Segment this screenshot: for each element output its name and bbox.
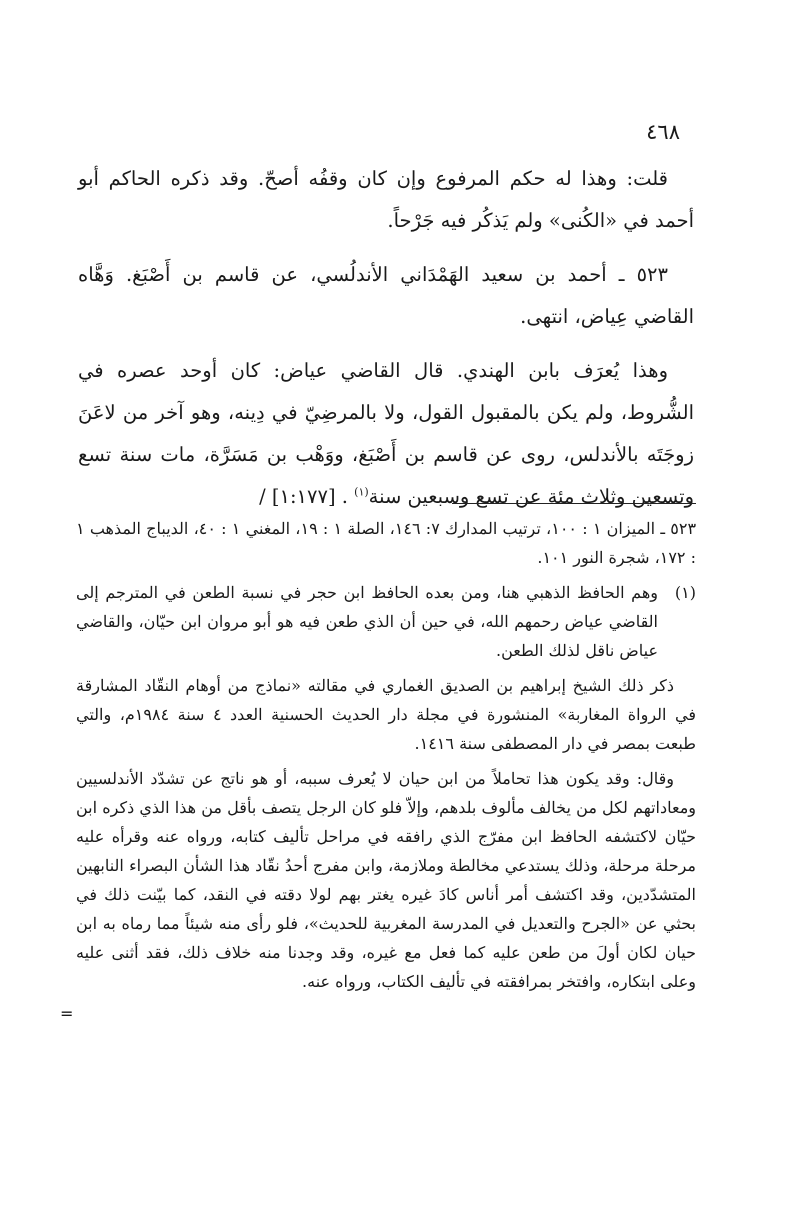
footnote-1 xyxy=(76,578,696,671)
paragraph-ibn-al-hindi-text: وهذا يُعرَف بابن الهندي. قال القاضي عياض: كان أوحد عصره في الشُّروط، ولم يكن بالمقبول القول، ولا بالمرضِيّ في دِينه، وهو آخر من لاعَنَ زوجَتَه بالأندلس، روى عن قاسم بن أَصْبَغ، ووَهْب بن مَسَرَّة، مات سنة تسع وتسعين وثلاث مئة عن تسع وسبعين سنة xyxy=(78,359,694,508)
paragraph-ibn-al-hindi xyxy=(78,350,694,518)
sentence-end: . xyxy=(341,485,355,508)
footnotes xyxy=(76,514,696,1002)
footnote-reference: (١) xyxy=(354,485,369,499)
footnote-separator xyxy=(452,503,696,504)
main-text xyxy=(78,158,694,530)
page-number: ٤٦٨ xyxy=(646,120,680,144)
paragraph-entry-523: ٥٢٣ ـ أحمد بن سعيد الهَمْدَاني الأندلُسي، عن قاسم بن أَصْبَغ. وَهَّاه القاضي عِياض، انتهى. xyxy=(78,263,694,328)
continuation-mark: = xyxy=(60,1004,74,1023)
footnote-1-para-3: وقال: وقد يكون هذا تحاملاً من ابن حيان لا يُعرف سببه، أو هو ناتج عن تشدّد الأندلسيين ومعاداتهم لكل من يخالف مألوف بلدهم، وإلاّ فلو كان الرجل يتصف بأقل من هذا الذي ذكره ابن حيّان لاكتشفه الحافظ ابن مفرّج الذي رافقه في مراحل تأليف كتابه، ورواه عنه وقرأه عليه مرحلة مرحلة، وذلك يستدعي مخالطة وملازمة، وابن مفرج أحدُ نقّاد هذا الشأن البصراء النابهين المتشدّدين، وقد اكتشف أمر أناس كادَ غيره يغتر بهم لولا دقته في النقد، كما بيّنت ذلك في بحثي عن «الجرح والتعديل في المدرسة المغربية للحديث»، فلو رأى منه شيئاً مما رماه به ابن حيان لكان أولَ من طعن عليه كما فعل مع غيره، وقد وجدنا منه خلاف ذلك، فقد أثنى عليه وعلى ابتكاره، وافتخر بمرافقته في تأليف الكتاب، ورواه عنه. xyxy=(76,769,697,991)
paragraph-comment: قلت: وهذا له حكم المرفوع وإن كان وقفُه أصحّ. وقد ذكره الحاكم أبو أحمد في «الكُنى» ولم يَذكُر فيه جَرْحاً. xyxy=(78,167,694,232)
page-reference: / [١:١٧٧] xyxy=(259,485,336,508)
footnote-1-body xyxy=(76,578,658,671)
footnote-1-para-2: ذكر ذلك الشيخ إبراهيم بن الصديق الغماري في مقالته «نماذج من أوهام النقّاد المشارقة في الرواة المغاربة» المنشورة في مجلة دار الحديث الحسنية العدد ٤ سنة ١٩٨٤م، والتي طبعت بمصر في دار المصطفى سنة ١٤١٦. xyxy=(76,676,696,753)
footnote-1-para-1: وهم الحافظ الذهبي هنا، ومن بعده الحافظ ابن حجر في نسبة الطعن في المترجم إلى القاضي عياض رحمهم الله، في حين أن الذي طعن فيه هو أبو مروان ابن حيّان، والقاضي عياض ناقل لذلك الطعن. xyxy=(76,583,658,660)
footnote-1-marker: (١) xyxy=(674,583,696,602)
note-bio-523: ٥٢٣ ـ الميزان ١ : ١٠٠، ترتيب المدارك ٧: ١٤٦، الصلة ١ : ١٩، المغني ١ : ٤٠، الديباج المذهب ١ : ١٧٢، شجرة النور ١٠١. xyxy=(76,519,697,567)
